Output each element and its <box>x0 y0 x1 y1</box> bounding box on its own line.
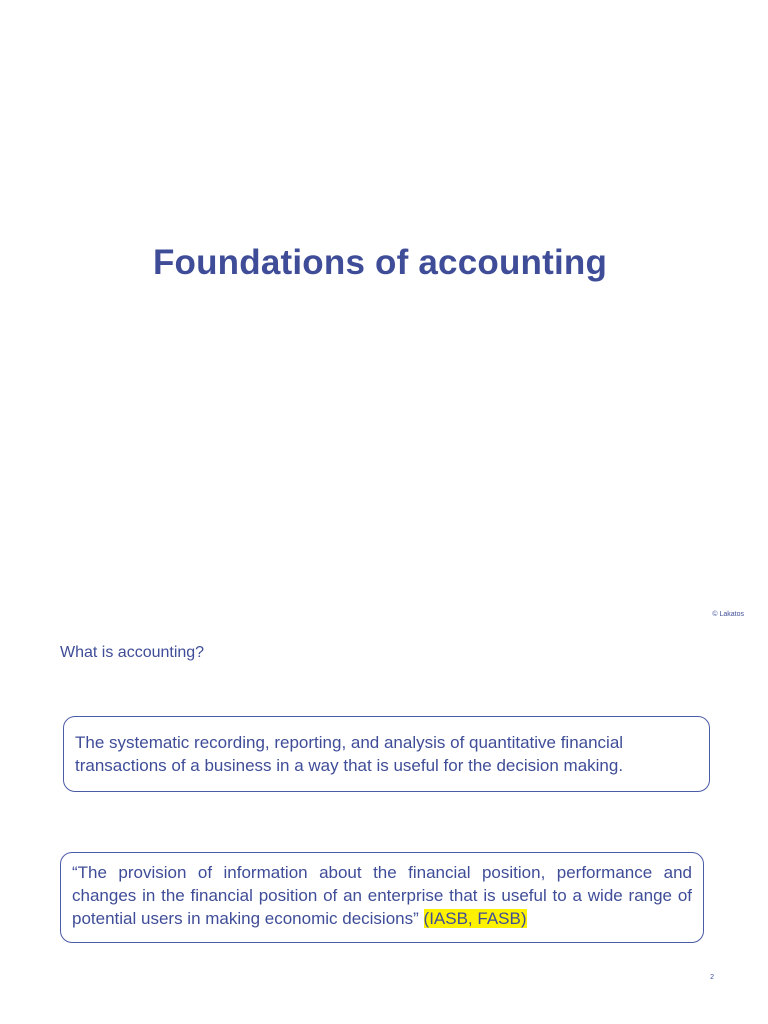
definition-2-text: “The provision of information about the financial position, performance and changes in the financial position of an enterprise that is useful to a wide range of potential users in making economic decisions” <box>72 863 692 928</box>
definition-2-source: (IASB, FASB) <box>423 909 527 928</box>
copyright-notice: © Lakatos <box>712 611 744 618</box>
slide-title: Foundations of accounting <box>152 243 608 282</box>
definition-box-1 <box>63 716 710 792</box>
section-heading: What is accounting? <box>60 644 205 661</box>
page-number: 2 <box>710 974 714 981</box>
definition-slide <box>0 628 768 1024</box>
definition-box-2 <box>60 852 704 943</box>
definition-1-text: The systematic recording, reporting, and analysis of quantitative financial transactions of a business in a way that is useful for the decision making. <box>75 733 624 775</box>
